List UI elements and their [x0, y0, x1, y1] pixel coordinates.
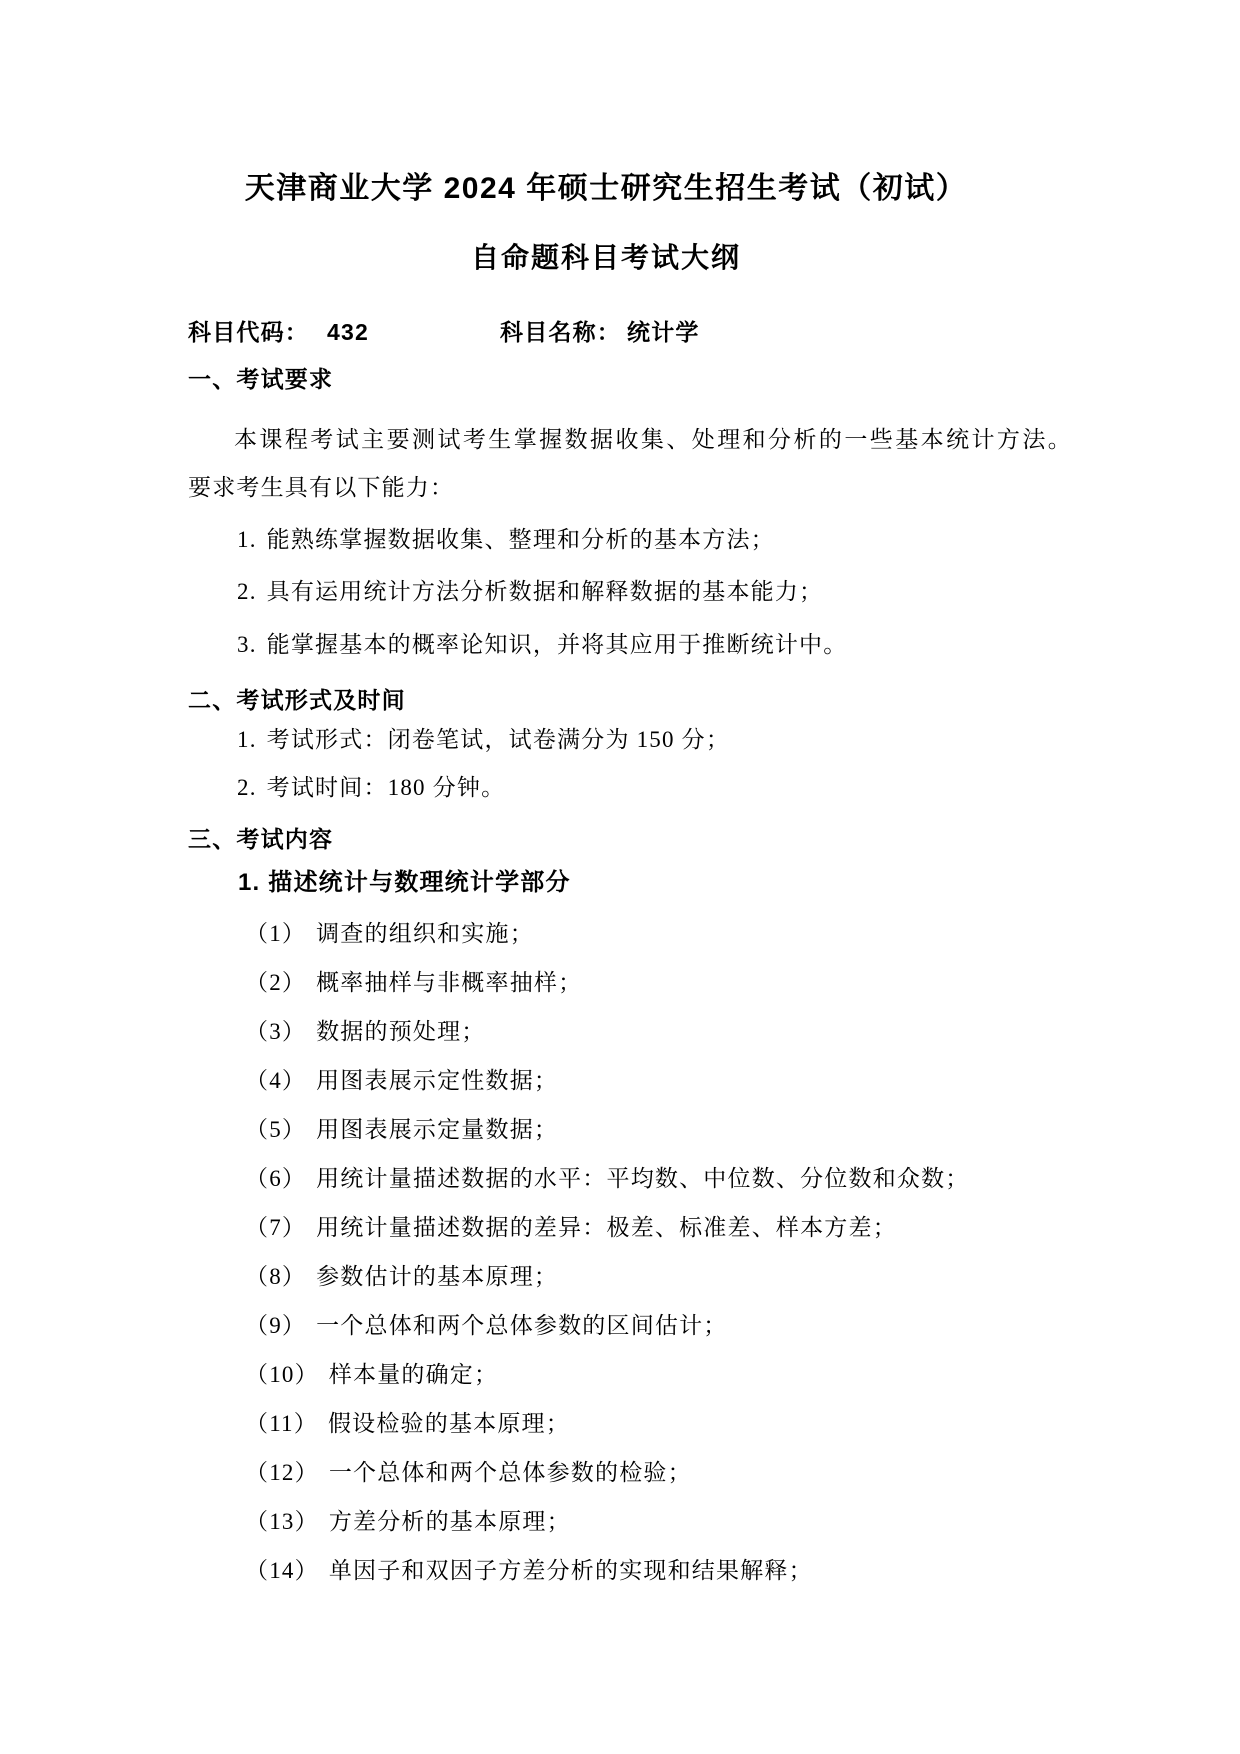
- list-item-text: 单因子和双因子方差分析的实现和结果解释；: [328, 1558, 813, 1583]
- list-item-text: 能掌握基本的概率论知识，并将其应用于推断统计中。: [266, 632, 848, 657]
- list-item-number: （14）: [245, 1558, 319, 1583]
- section-1-paragraph-line-2: 要求考生具有以下能力：: [188, 475, 455, 500]
- subject-name-label: 科目名称：: [500, 319, 621, 345]
- list-item: [245, 1361, 498, 1390]
- list-item: [245, 1165, 970, 1194]
- list-item-number: （1）: [245, 921, 307, 946]
- list-item-number: 2.: [237, 775, 257, 800]
- list-item-number: （2）: [245, 970, 307, 995]
- list-item: [245, 1410, 570, 1439]
- list-item: [237, 526, 775, 555]
- list-item-number: 1.: [237, 727, 257, 752]
- list-item: [245, 1067, 558, 1096]
- list-item: [237, 578, 823, 607]
- list-item-number: 2.: [237, 579, 257, 604]
- list-item-text: 具有运用统计方法分析数据和解释数据的基本能力；: [266, 579, 824, 604]
- list-item-text: 样本量的确定；: [328, 1362, 499, 1387]
- section-2-heading: 二、考试形式及时间: [188, 687, 406, 713]
- list-item: [245, 1018, 486, 1047]
- list-item: [245, 1508, 571, 1537]
- list-item-number: （13）: [245, 1509, 319, 1534]
- list-item-number: （6）: [245, 1166, 307, 1191]
- list-item-text: 用统计量描述数据的水平：平均数、中位数、分位数和众数；: [316, 1166, 970, 1191]
- list-item-number: （12）: [245, 1460, 319, 1485]
- list-item-number: （4）: [245, 1068, 307, 1093]
- list-item-number: 1.: [237, 527, 257, 552]
- subject-name-value: 统计学: [627, 319, 700, 345]
- list-item-text: 一个总体和两个总体参数的区间估计；: [316, 1313, 728, 1338]
- list-item: [245, 1214, 897, 1243]
- list-item-text: 考试形式：闭卷笔试，试卷满分为 150 分；: [266, 727, 731, 752]
- list-item: [245, 969, 582, 998]
- list-item: [237, 631, 847, 660]
- list-item-text: 考试时间：180 分钟。: [266, 775, 506, 800]
- subject-meta-row: [188, 318, 1088, 347]
- list-item: [245, 1557, 813, 1586]
- document-title: 天津商业大学 2024 年硕士研究生招生考试（初试）: [244, 172, 968, 205]
- list-item-number: （8）: [245, 1264, 307, 1289]
- section-3-part-1-heading: 1. 描述统计与数理统计学部分: [238, 869, 571, 896]
- list-item-text: 调查的组织和实施；: [316, 921, 534, 946]
- list-item-number: （5）: [245, 1117, 307, 1142]
- section-3-heading: 三、考试内容: [188, 826, 334, 852]
- list-item: [237, 726, 730, 755]
- list-item: [245, 1312, 728, 1341]
- section-1-paragraph-line-1: 本课程考试主要测试考生掌握数据收集、处理和分析的一些基本统计方法。: [234, 427, 1072, 452]
- subject-code-value: 432: [327, 319, 369, 345]
- list-item-text: 方差分析的基本原理；: [328, 1509, 571, 1534]
- list-item-text: 用图表展示定性数据；: [316, 1068, 559, 1093]
- list-item-number: （9）: [245, 1313, 307, 1338]
- document-subtitle: 自命题科目考试大纲: [470, 242, 741, 273]
- list-item-text: 假设检验的基本原理；: [327, 1411, 570, 1436]
- subject-code-label: 科目代码：: [188, 319, 309, 345]
- list-item-text: 数据的预处理；: [316, 1019, 486, 1044]
- list-item: [237, 774, 505, 803]
- list-item-text: 参数估计的基本原理；: [316, 1264, 559, 1289]
- list-item-text: 用图表展示定量数据；: [316, 1117, 559, 1142]
- list-item: [245, 920, 534, 949]
- list-item-text: 概率抽样与非概率抽样；: [316, 970, 583, 995]
- subject-name-group: [500, 318, 700, 347]
- list-item-number: （10）: [245, 1362, 319, 1387]
- list-item-text: 能熟练掌握数据收集、整理和分析的基本方法；: [266, 527, 775, 552]
- list-item-number: （11）: [245, 1411, 318, 1436]
- list-item-text: 一个总体和两个总体参数的检验；: [328, 1460, 692, 1485]
- list-item: [245, 1263, 558, 1292]
- list-item-text: 用统计量描述数据的差异：极差、标准差、样本方差；: [316, 1215, 897, 1240]
- list-item-number: 3.: [237, 632, 257, 657]
- list-item: [245, 1116, 558, 1145]
- list-item-number: （3）: [245, 1019, 307, 1044]
- section-1-heading: 一、考试要求: [188, 366, 334, 392]
- list-item-number: （7）: [245, 1215, 307, 1240]
- subject-code-group: [188, 319, 369, 345]
- list-item: [245, 1459, 692, 1488]
